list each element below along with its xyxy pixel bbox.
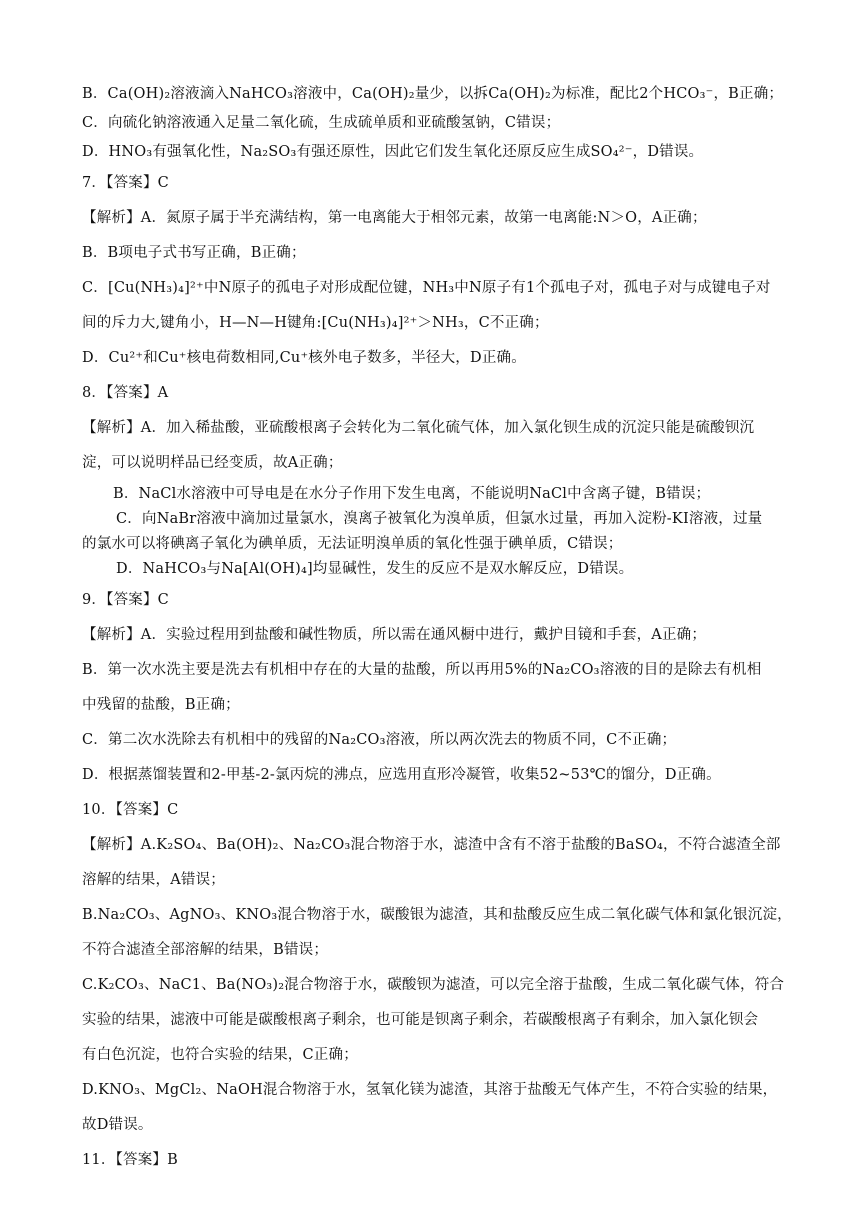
text-line: B．NaCl水溶液中可导电是在水分子作用下发生电离，不能说明NaCl中含离子键，B错误； bbox=[113, 486, 711, 502]
text-line: B．Ca(OH)₂溶液滴入NaHCO₃溶液中，Ca(OH)₂量少，以拆Ca(OH)₂为标准，配比2个HCO₃⁻，B正确； bbox=[82, 86, 784, 102]
text-line: C．向硫化钠溶液通入足量二氧化硫，生成硫单质和亚硫酸氢钠，C错误； bbox=[82, 115, 561, 131]
text-line: 实验的结果，滤液中可能是碳酸根离子剩余，也可能是钡离子剩余，若碳酸根离子有剩余，加入氯化钡会 bbox=[82, 1012, 759, 1028]
text-line: 间的斥力大,键角小，H—N—H键角:[Cu(NH₃)₄]²⁺＞NH₃，C不正确； bbox=[82, 315, 549, 331]
answer-heading: 9．【答案】C bbox=[82, 592, 169, 608]
text-line: 淀，可以说明样品已经变质，故A正确； bbox=[82, 455, 343, 471]
text-line: 有白色沉淀，也符合实验的结果，C正确； bbox=[82, 1047, 358, 1063]
text-line: D．NaHCO₃与Na[Al(OH)₄]均显碱性，发生的反应不是双水解反应，D错误。 bbox=[116, 561, 634, 577]
text-line: 【解析】A．氮原子属于半充满结构，第一电离能大于相邻元素，故第一电离能:N＞O，A正确； bbox=[82, 210, 707, 226]
answer-heading: 7．【答案】C bbox=[82, 175, 169, 191]
text-line: C.K₂CO₃、NaC1、Ba(NO₃)₂混合物溶于水，碳酸钡为滤渣，可以完全溶于盐酸，生成二氧化碳气体，符合 bbox=[82, 977, 785, 993]
text-line: 溶解的结果，A错误； bbox=[82, 872, 225, 888]
text-line: 中残留的盐酸，B正确； bbox=[82, 697, 240, 713]
text-line: D．根据蒸馏装置和2-甲基-2-氯丙烷的沸点，应选用直形冷凝管，收集52~53℃的馏分，D正确。 bbox=[82, 767, 721, 783]
text-line: 【解析】A．加入稀盐酸，亚硫酸根离子会转化为二氧化硫气体，加入氯化钡生成的沉淀只能是硫酸钡沉 bbox=[82, 420, 755, 436]
text-line: 的氯水可以将碘离子氧化为碘单质，无法证明溴单质的氧化性强于碘单质，C错误； bbox=[82, 536, 623, 552]
text-line: B．B项电子式书写正确，B正确； bbox=[82, 245, 306, 261]
answer-heading: 11．【答案】B bbox=[82, 1152, 178, 1168]
text-line: 【解析】A.K₂SO₄、Ba(OH)₂、Na₂CO₃混合物溶于水，滤渣中含有不溶于盐酸的BaSO₄，不符合滤渣全部 bbox=[82, 837, 781, 853]
text-line: C．向NaBr溶液中滴加过量氯水，溴离子被氧化为溴单质，但氯水过量，再加入淀粉-KI溶液，过量 bbox=[116, 511, 763, 527]
text-line: D．Cu²⁺和Cu⁺核电荷数相同,Cu⁺核外电子数多，半径大，D正确。 bbox=[82, 350, 526, 366]
text-line: 不符合滤渣全部溶解的结果，B错误； bbox=[82, 942, 329, 958]
text-line: D．HNO₃有强氧化性，Na₂SO₃有强还原性，因此它们发生氧化还原反应生成SO₄²⁻，D错误。 bbox=[82, 144, 704, 160]
text-line: 【解析】A．实验过程用到盐酸和碱性物质，所以需在通风橱中进行，戴护目镜和手套，A正确； bbox=[82, 627, 707, 643]
text-line: 故D错误。 bbox=[82, 1117, 153, 1133]
answer-heading: 8．【答案】A bbox=[82, 385, 169, 401]
text-line: D.KNO₃、MgCl₂、NaOH混合物溶于水，氢氧化镁为滤渣，其溶于盐酸无气体产生，不符合实验的结果， bbox=[82, 1082, 778, 1098]
text-line: C．[Cu(NH₃)₄]²⁺中N原子的孤电子对形成配位键，NH₃中N原子有1个孤电子对，孤电子对与成键电子对 bbox=[82, 280, 771, 296]
text-line: C．第二次水洗除去有机相中的残留的Na₂CO₃溶液，所以两次洗去的物质不同，C不正确； bbox=[82, 732, 677, 748]
text-line: B.Na₂CO₃、AgNO₃、KNO₃混合物溶于水，碳酸银为滤渣，其和盐酸反应生成二氧化碳气体和氯化银沉淀， bbox=[82, 907, 792, 923]
text-line: B．第一次水洗主要是洗去有机相中存在的大量的盐酸，所以再用5%的Na₂CO₃溶液的目的是除去有机相 bbox=[82, 662, 762, 678]
answer-heading: 10．【答案】C bbox=[82, 802, 179, 818]
